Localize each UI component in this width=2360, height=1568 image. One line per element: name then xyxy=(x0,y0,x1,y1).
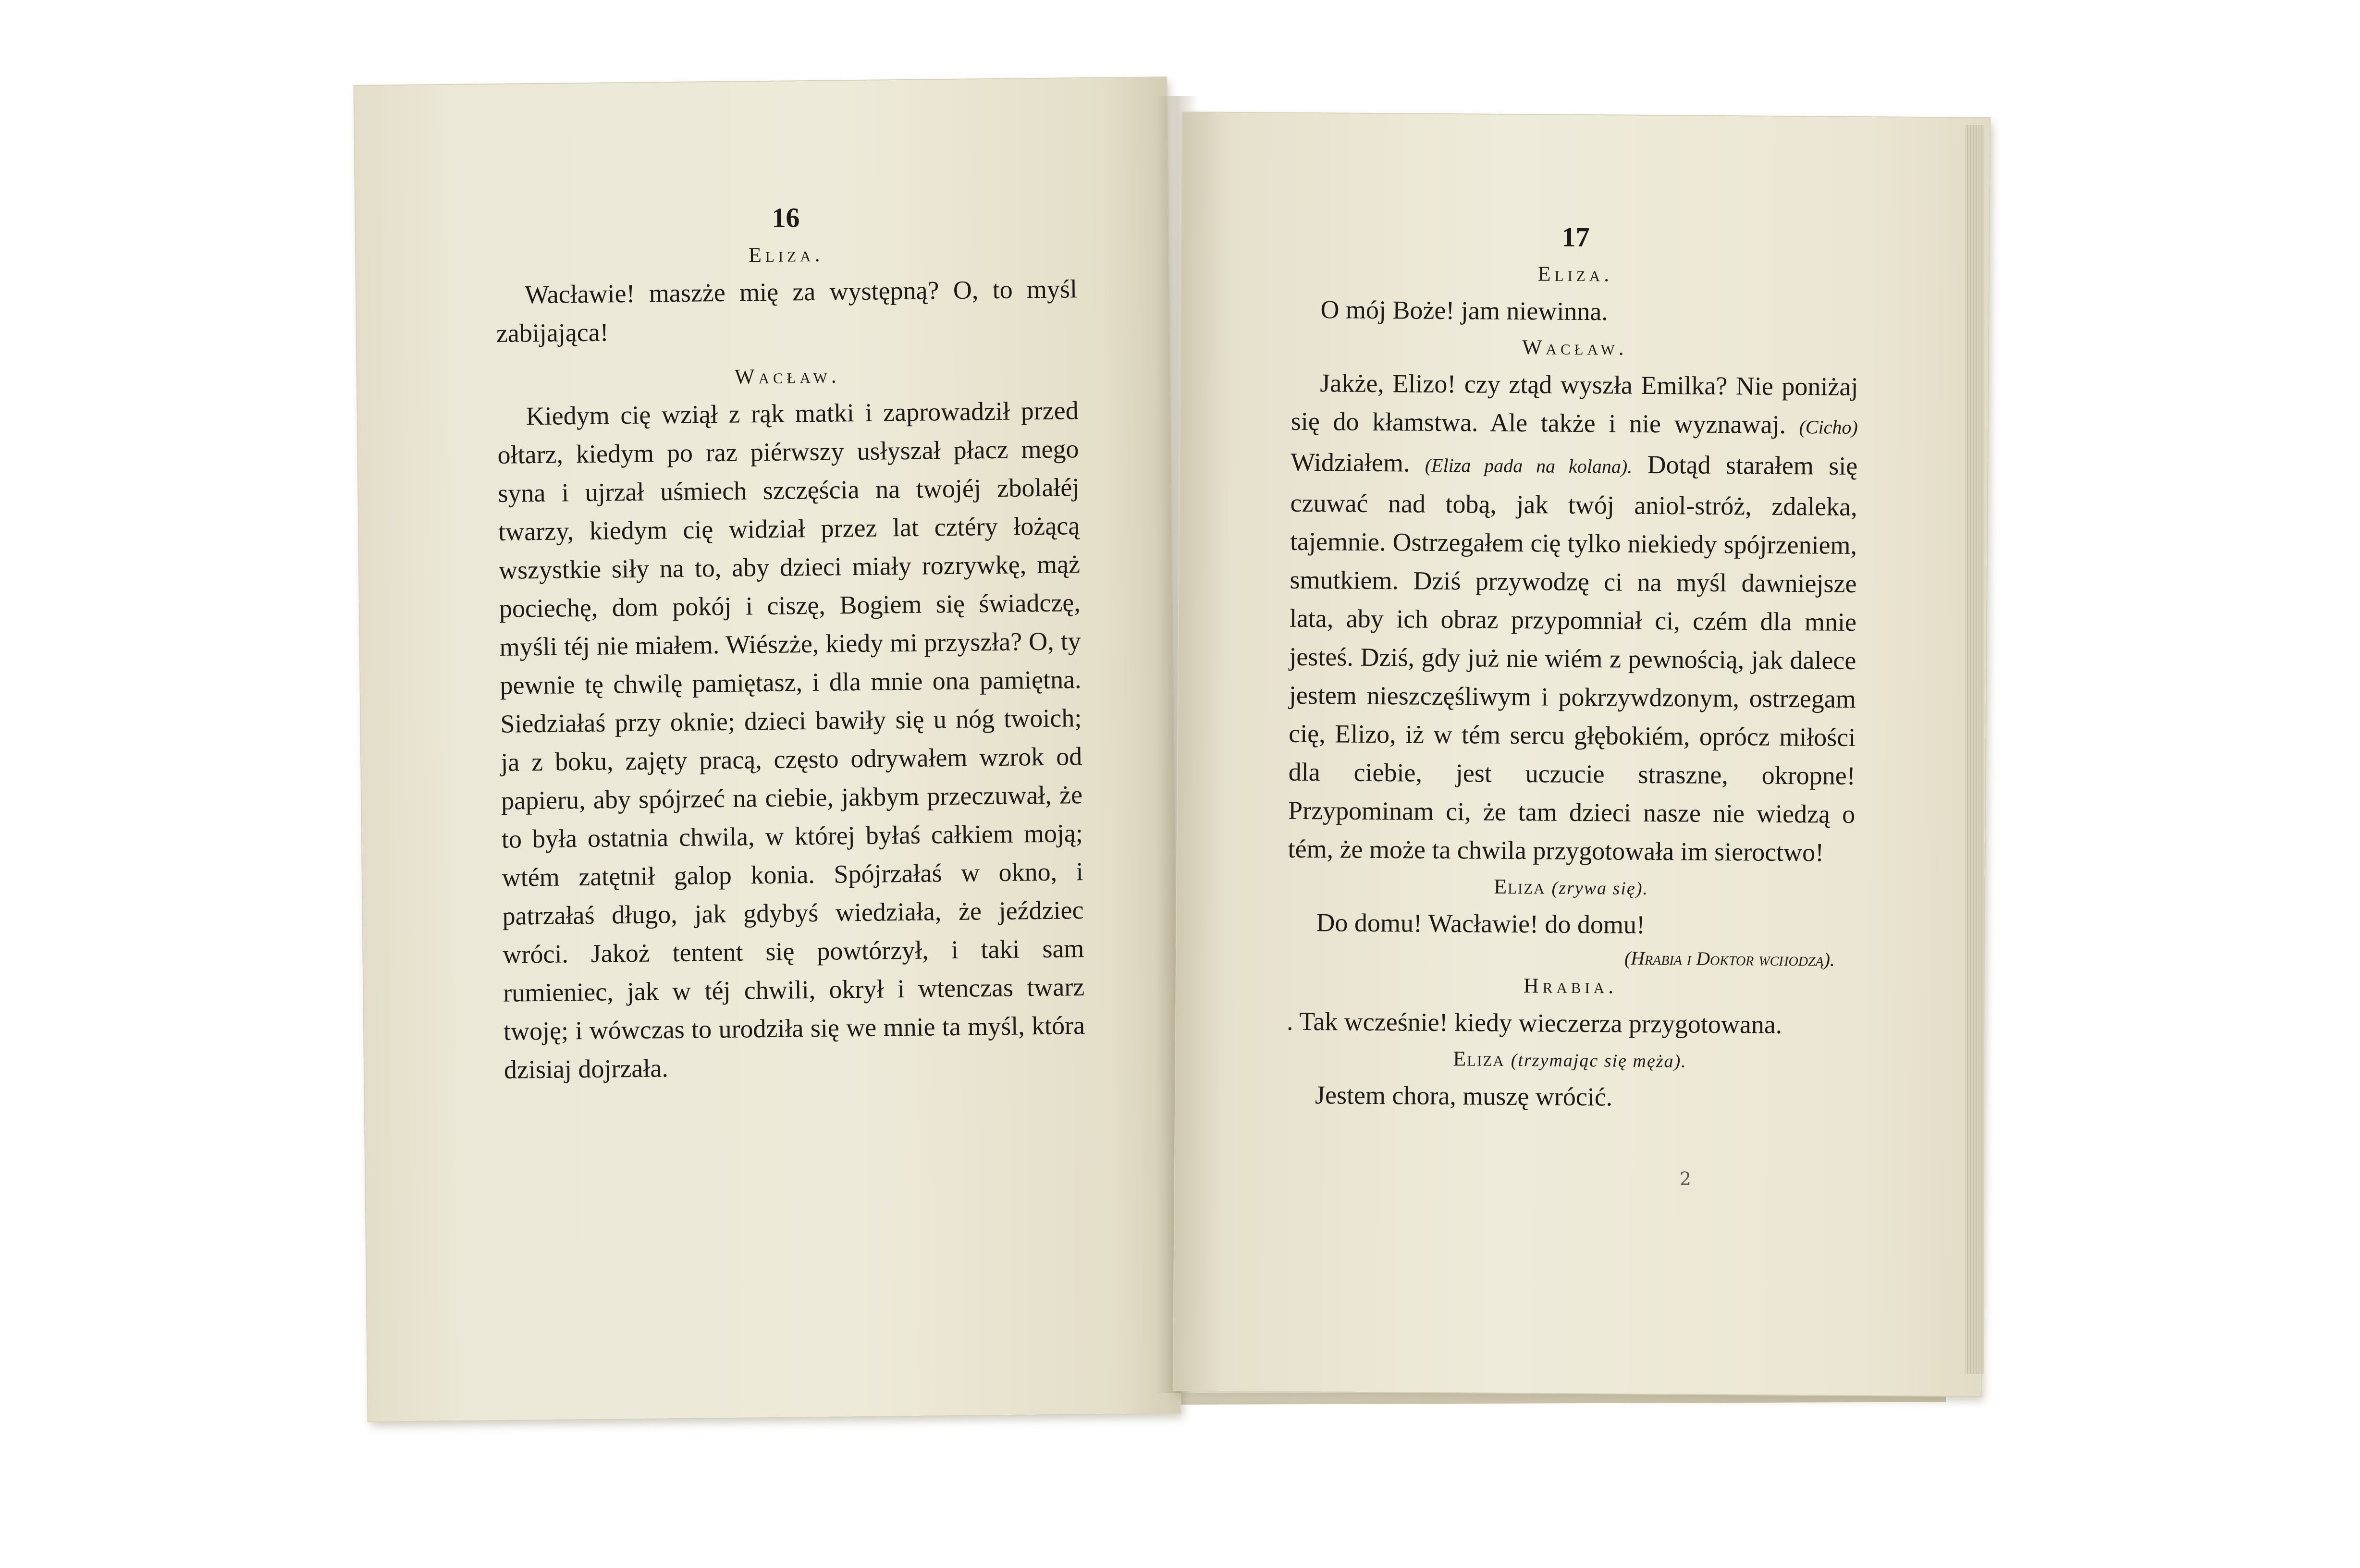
dialogue-paragraph: O mój Boże! jam niewinna. xyxy=(1320,295,1609,326)
left-page-text xyxy=(495,198,1085,1089)
signature-mark: 2 xyxy=(1679,1168,1692,1189)
speaker-heading: Eliza. xyxy=(1537,262,1613,286)
dialogue-paragraph: Kiedym cię wziął z rąk matki i zaprowadził przed ołtarz, kiedym po raz piérwszy usłyszał płacz mego syna i ujrzał uśmiech szczęścia na twojéj zbolałéj twarzy, kiedym cię widział przez lat cztéry łożącą wszystkie siły na to, aby dzieci miały rozrywkę, mąż pociechę, dom pokój i ciszę, Bogiem się świadczę, myśli téj nie miałem. Wiészże, kiedy mi przyszła? O, ty pewnie tę chwilę pamiętasz, i dla mnie ona pamiętna. Siedziałaś przy oknie; dzieci bawiły się u nóg twoich; ja z boku, zajęty pracą, często odrywałem wzrok od papieru, aby spójrzeć na ciebie, jakbym przeczuwał, że to była ostatnia chwila, w której byłaś całkiem moją; wtém zatętnił galop konia. Spójrzałaś w okno, i patrzałaś długo, jak gdybyś wiedziała, że jeździec wróci. Jakoż tentent się powtórzył, i taki sam rumieniec, jak w téj chwili, okrył i wtenczas twarz twoję; i wówczas to urodziła się we mnie ta myśl, która dzisiaj dojrzała. xyxy=(497,396,1085,1084)
dialogue-paragraph xyxy=(1288,364,1858,872)
page-edges xyxy=(1965,125,1984,1374)
speaker-heading: Eliza. xyxy=(748,242,824,267)
speaker-heading: Wacław. xyxy=(1522,335,1628,360)
dialogue-paragraph: . Tak wcześnie! kiedy wieczerza przygotowana. xyxy=(1286,1006,1782,1039)
dialogue-paragraph: Jestem chora, muszę wrócić. xyxy=(1315,1080,1613,1112)
page-number: 16 xyxy=(772,202,800,233)
dialogue-text: Jakże, Elizo! czy ztąd wyszła Emilka? Nie poniżaj się do kłamstwa. Ale także i nie wyznawaj. xyxy=(1291,368,1858,439)
right-page-text xyxy=(1286,219,1859,1118)
speaker-heading: Wacław. xyxy=(734,364,840,389)
dialogue-paragraph: Do domu! Wacławie! do domu! xyxy=(1316,908,1646,939)
stage-direction: (Hrabia i Doktor wchodzą). xyxy=(1624,947,1835,970)
dialogue-paragraph: Wacławie! maszże mię za występną? O, to myśl zabijająca! xyxy=(496,274,1078,348)
dialogue-text: Widziałem. xyxy=(1291,447,1410,478)
stage-direction: (zrywa się). xyxy=(1551,878,1649,899)
speaker-heading xyxy=(1286,1045,1853,1074)
speaker-heading: Hrabia. xyxy=(1523,974,1618,998)
left-page xyxy=(354,77,1180,1421)
stage-direction: (Eliza pada na kolana). xyxy=(1425,454,1633,478)
right-page xyxy=(1174,112,1990,1396)
dialogue-text: Dotąd starałem się czuwać nad tobą, jak twój aniol-stróż, zdaleka, tajemnie. Ostrzegałem cię tylko niekiedy spójrzeniem, smutkiem. Dziś przywodzę ci na myśl dawniejsze lata, aby ich obraz przypomniał ci, czém dla mnie jesteś. Dziś, gdy już nie wiém z pewnością, jak dalece jestem nieszczęśliwym i pokrzywdzonym, ostrzegam cię, Elizo, iż w tém sercu głębokiém, oprócz miłości dla ciebie, jest uczucie straszne, okropne! Przypominam ci, że tam dzieci nasze nie wiedzą o tém, że może ta chwila przygotowała im sieroctwo! xyxy=(1288,450,1858,867)
speaker-name: Eliza xyxy=(1453,1047,1505,1071)
page-number: 17 xyxy=(1561,221,1590,253)
stage-direction: (trzymając się męża). xyxy=(1511,1050,1687,1072)
stage-direction: (Cicho) xyxy=(1799,416,1858,438)
speaker-heading xyxy=(1288,873,1855,901)
speaker-name: Eliza xyxy=(1494,874,1546,899)
